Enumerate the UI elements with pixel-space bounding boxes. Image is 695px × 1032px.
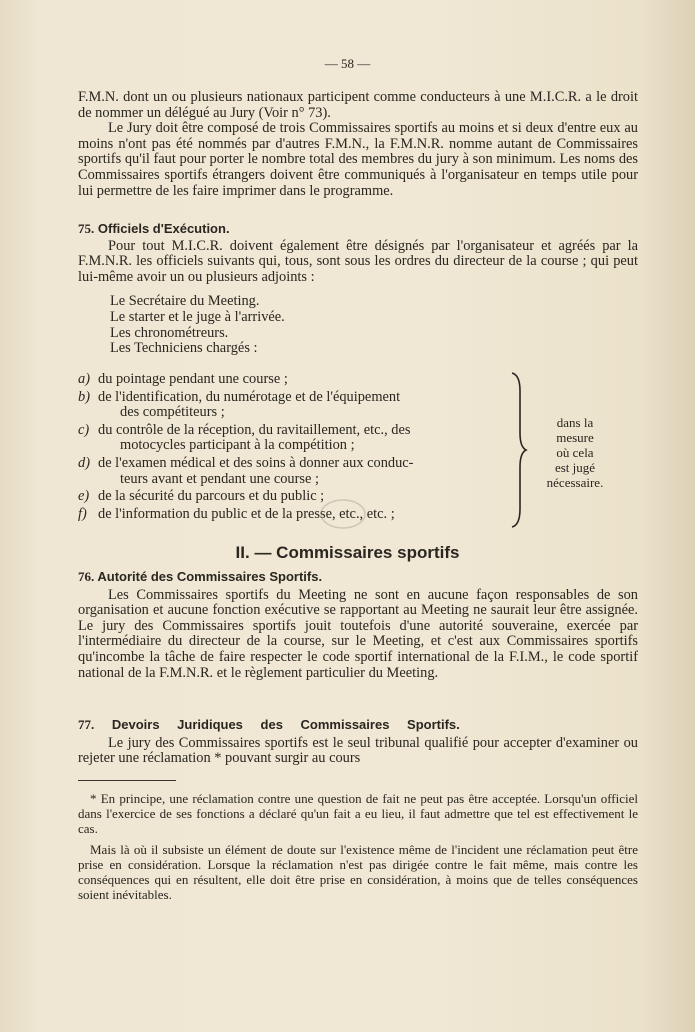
heading-77 bbox=[78, 717, 638, 733]
section-title: II. — Commissaires sportifs bbox=[235, 543, 460, 562]
item-letter: a) bbox=[78, 371, 90, 387]
stamp-mark-icon bbox=[318, 497, 368, 531]
list-item-e bbox=[78, 489, 510, 505]
heading-75-number: 75. bbox=[78, 221, 95, 236]
item-letter: e) bbox=[78, 488, 90, 505]
brace-note bbox=[540, 415, 610, 490]
paragraph-77: Le jury des Commissaires sportifs est le seul tribunal qualifié pour accepter d'examiner ou rejeter une réclamation * pouvant surgir au cours bbox=[78, 734, 638, 767]
footnote-1: * En principe, une réclamation contre une question de fait ne peut pas être acceptée. Lorsqu'un officiel dans l'exercice de ses fonctions a déclaré qu'un fait a eu lieu, il faut admettre que tel est effectivement le cas. bbox=[78, 791, 638, 836]
list-item-d bbox=[78, 456, 510, 487]
heading-75 bbox=[78, 221, 638, 237]
paragraph-76: Les Commissaires sportifs du Meeting ne sont en aucune façon responsables de son organisation et aucune fonction exécutive se rapportant au Meeting ne saurait leur être assignée. Le jury des Commissaires sportifs jouit toutefois d'une autorité souveraine, exercée par l'intermédiaire du directeur de la course, sur le Meeting, et c'est aux Commissaires sportifs qu'incombe la tâche de faire respecter le code sportif international de la F.I.M., le code sportif national de la F.M.N.R. et le règlement particulier du Meeting. bbox=[78, 586, 638, 681]
official-item: Les Techniciens chargés : bbox=[110, 340, 258, 357]
heading-76-title: Autorité des Commissaires Sportifs. bbox=[97, 569, 323, 584]
heading-77-title: Devoirs Juridiques des Commissaires Sportifs. bbox=[111, 717, 460, 732]
item-text: du pointage pendant une course ; bbox=[98, 371, 288, 387]
item-continuation: des compétiteurs ; bbox=[120, 404, 225, 421]
official-item: Le starter et le juge à l'arrivée. bbox=[110, 308, 285, 325]
brace-note-line: dans la bbox=[556, 415, 594, 430]
item-letter: b) bbox=[78, 388, 90, 405]
section-76 bbox=[78, 569, 638, 681]
item-text: de l'identification, du numérotage et de l'équipement bbox=[98, 388, 401, 405]
section-77 bbox=[78, 717, 638, 767]
footnote-divider bbox=[78, 780, 176, 781]
footnote-2: Mais là où il subsiste un élément de doute sur l'existence même de l'incident une réclamation peut être prise en considération. Lorsque la réclamation n'est pas dirigée contre le fait même, mais contre les conséquences qui en résultent, elle doit être prise en considération, à moins que de telles conséquences soient inévitables. bbox=[78, 842, 638, 902]
paragraph-jury: Le Jury doit être composé de trois Commissaires sportifs au moins et si deux d'entre eux au moins n'ont pas été nommés par d'autres F.M.N., la F.M.N.R. nomme autant de Commissaires sportifs qu'il faut pour porter le nombre total des membres du jury à son minimum. Les noms des Commissaires sportifs étrangers doivent être communiqués à l'organisateur en temps utile pour lui permettre de les faire imprimer dans le programme. bbox=[78, 120, 638, 199]
technicians-list bbox=[78, 372, 510, 522]
item-letter: d) bbox=[78, 454, 90, 471]
footnotes bbox=[78, 791, 638, 902]
section-75 bbox=[78, 221, 638, 357]
paragraph-75: Pour tout M.I.C.R. doivent également être désignés par l'organisateur et agréés par la F.M.N.R. les officiels suivants qui, tous, sont sous les ordres du directeur de la course ; qui peut lui-même avoir un ou plusieurs adjoints : bbox=[78, 237, 638, 285]
list-item-c bbox=[78, 423, 510, 454]
list-item-f bbox=[78, 507, 510, 523]
heading-76 bbox=[78, 569, 638, 585]
brace-note-line: est jugé bbox=[554, 460, 596, 475]
brace-note-line: mesure bbox=[556, 430, 594, 445]
officials-list bbox=[78, 294, 638, 356]
item-continuation: teurs avant et pendant une course ; bbox=[120, 470, 319, 487]
item-text: de la sécurité du parcours et du public ; bbox=[98, 488, 325, 505]
curly-brace-icon bbox=[508, 371, 528, 529]
list-item-b bbox=[78, 390, 510, 421]
heading-76-number: 76. bbox=[78, 569, 95, 584]
item-continuation: motocycles participant à la compétition ; bbox=[120, 437, 355, 454]
page-number: — 58 — bbox=[324, 56, 371, 71]
item-letter: c) bbox=[78, 421, 90, 438]
paragraph-fmn: F.M.N. dont un ou plusieurs nationaux participent comme conducteurs à une M.I.C.R. a le droit de nommer un délégué au Jury (Voir n° 73). bbox=[78, 89, 638, 121]
item-text: du contrôle de la réception, du ravitaillement, etc., des bbox=[98, 421, 411, 438]
item-text: de l'examen médical et des soins à donner aux conduc- bbox=[98, 454, 414, 471]
item-text: de l'information du public et de la presse, etc., etc. ; bbox=[98, 505, 395, 522]
heading-75-title: Officiels d'Exécution. bbox=[97, 221, 230, 236]
official-item: Les chronométreurs. bbox=[110, 324, 229, 341]
brace-note-line: nécessaire. bbox=[546, 475, 604, 490]
item-letter: f) bbox=[78, 505, 87, 522]
list-item-a bbox=[78, 372, 510, 388]
official-item: Le Secrétaire du Meeting. bbox=[110, 293, 260, 310]
heading-77-number: 77. bbox=[78, 717, 95, 732]
body-top bbox=[78, 90, 638, 199]
brace-note-line: où cela bbox=[556, 445, 594, 460]
